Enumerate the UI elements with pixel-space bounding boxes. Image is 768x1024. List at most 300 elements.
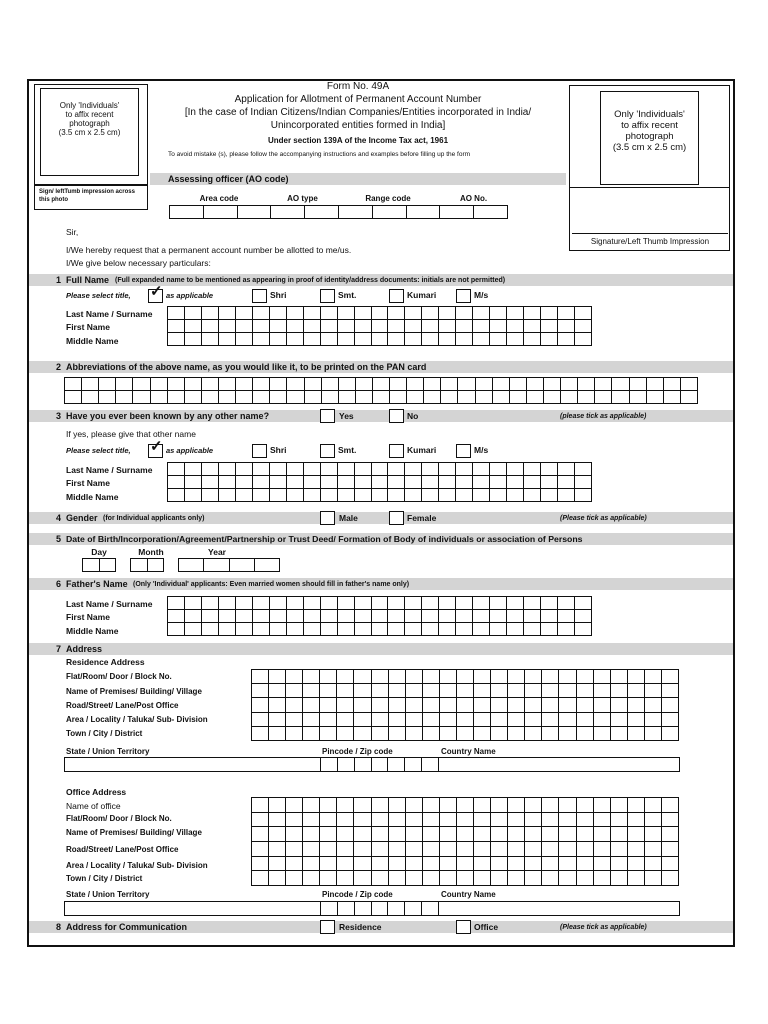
char-box[interactable] [558, 476, 575, 489]
char-box[interactable] [303, 798, 320, 813]
char-box[interactable] [337, 871, 354, 886]
char-box[interactable] [388, 307, 405, 320]
char-box[interactable] [236, 463, 253, 476]
char-box[interactable] [405, 597, 422, 610]
char-box[interactable] [541, 333, 558, 346]
char-box[interactable] [269, 842, 286, 857]
char-box[interactable] [407, 391, 424, 404]
char-box[interactable] [185, 489, 202, 502]
char-box[interactable] [320, 827, 337, 842]
char-box[interactable] [458, 378, 475, 391]
char-box[interactable] [456, 307, 473, 320]
char-box[interactable] [456, 623, 473, 636]
char-box[interactable] [388, 333, 405, 346]
char-box[interactable] [441, 378, 458, 391]
char-box[interactable] [372, 307, 389, 320]
char-box[interactable] [474, 857, 491, 872]
char-box[interactable] [338, 610, 355, 623]
char-box[interactable] [321, 463, 338, 476]
char-box[interactable] [662, 813, 679, 828]
char-box[interactable] [303, 842, 320, 857]
char-box[interactable] [561, 391, 578, 404]
char-box[interactable] [458, 391, 475, 404]
char-box[interactable] [662, 827, 679, 842]
char-box[interactable] [611, 842, 628, 857]
char-box[interactable] [490, 463, 507, 476]
char-box[interactable] [219, 476, 236, 489]
char-box[interactable] [439, 333, 456, 346]
char-box[interactable] [286, 842, 303, 857]
char-box[interactable] [507, 320, 524, 333]
char-box[interactable] [303, 871, 320, 886]
char-box[interactable] [542, 827, 559, 842]
char-box[interactable] [457, 684, 474, 698]
kumari-checkbox[interactable] [389, 289, 404, 303]
char-box[interactable] [269, 713, 286, 727]
char-box[interactable] [321, 902, 338, 916]
char-box[interactable] [185, 463, 202, 476]
char-box[interactable] [423, 798, 440, 813]
char-box[interactable] [151, 378, 168, 391]
female-checkbox[interactable] [389, 511, 404, 525]
char-box[interactable] [131, 559, 148, 572]
char-box[interactable] [577, 684, 594, 698]
char-box[interactable] [645, 698, 662, 712]
char-box[interactable] [388, 610, 405, 623]
char-box[interactable] [406, 813, 423, 828]
char-box[interactable] [168, 610, 185, 623]
char-box[interactable] [457, 670, 474, 684]
char-box[interactable] [355, 610, 372, 623]
char-box[interactable] [525, 871, 542, 886]
char-box[interactable] [664, 378, 681, 391]
char-box[interactable] [337, 842, 354, 857]
char-box[interactable] [354, 684, 371, 698]
char-box[interactable] [491, 857, 508, 872]
char-box[interactable] [389, 827, 406, 842]
char-box[interactable] [253, 597, 270, 610]
char-box[interactable] [354, 871, 371, 886]
char-box[interactable] [219, 378, 236, 391]
char-box[interactable] [439, 597, 456, 610]
char-box[interactable] [541, 489, 558, 502]
char-box[interactable] [321, 610, 338, 623]
char-box[interactable] [185, 378, 202, 391]
shri-checkbox[interactable] [252, 289, 267, 303]
char-box[interactable] [287, 463, 304, 476]
char-box[interactable] [559, 842, 576, 857]
char-box[interactable] [645, 684, 662, 698]
char-box[interactable] [286, 727, 303, 741]
char-box[interactable] [594, 798, 611, 813]
char-box[interactable] [287, 378, 304, 391]
char-box[interactable] [457, 798, 474, 813]
male-checkbox[interactable] [320, 511, 335, 525]
char-box[interactable] [252, 827, 269, 842]
char-box[interactable] [542, 727, 559, 741]
char-box[interactable] [611, 684, 628, 698]
char-box[interactable] [542, 713, 559, 727]
char-box[interactable] [321, 758, 338, 772]
char-box[interactable] [320, 670, 337, 684]
char-box[interactable] [575, 476, 592, 489]
char-box[interactable] [389, 857, 406, 872]
char-box[interactable] [389, 842, 406, 857]
char-box[interactable] [253, 489, 270, 502]
char-box[interactable] [525, 727, 542, 741]
char-box[interactable] [645, 727, 662, 741]
char-box[interactable] [287, 623, 304, 636]
char-box[interactable] [423, 842, 440, 857]
char-box[interactable] [320, 698, 337, 712]
char-box[interactable] [390, 391, 407, 404]
char-box[interactable] [354, 827, 371, 842]
char-box[interactable] [423, 698, 440, 712]
char-box[interactable] [304, 333, 321, 346]
char-box[interactable] [252, 871, 269, 886]
char-box[interactable] [440, 670, 457, 684]
char-box[interactable] [558, 307, 575, 320]
char-box[interactable] [252, 798, 269, 813]
char-box[interactable] [405, 333, 422, 346]
char-box[interactable] [252, 670, 269, 684]
char-box[interactable] [219, 320, 236, 333]
char-box[interactable] [628, 670, 645, 684]
char-box[interactable] [524, 476, 541, 489]
char-box[interactable] [611, 857, 628, 872]
char-box[interactable] [577, 813, 594, 828]
char-box[interactable] [372, 842, 389, 857]
char-box[interactable] [252, 857, 269, 872]
char-box[interactable] [202, 463, 219, 476]
char-box[interactable] [474, 798, 491, 813]
char-box[interactable] [133, 378, 150, 391]
char-box[interactable] [662, 670, 679, 684]
char-box[interactable] [662, 871, 679, 886]
char-box[interactable] [558, 610, 575, 623]
char-box[interactable] [441, 391, 458, 404]
char-box[interactable] [320, 813, 337, 828]
char-box[interactable] [422, 476, 439, 489]
char-box[interactable] [337, 698, 354, 712]
char-box[interactable] [236, 597, 253, 610]
char-box[interactable] [628, 698, 645, 712]
char-box[interactable] [321, 333, 338, 346]
char-box[interactable] [255, 559, 280, 572]
char-box[interactable] [304, 610, 321, 623]
char-box[interactable] [594, 727, 611, 741]
char-box[interactable] [577, 798, 594, 813]
char-box[interactable] [594, 698, 611, 712]
char-box[interactable] [388, 902, 405, 916]
char-box[interactable] [473, 307, 490, 320]
char-box[interactable] [474, 871, 491, 886]
char-box[interactable] [286, 798, 303, 813]
char-box[interactable] [594, 842, 611, 857]
char-box[interactable] [338, 333, 355, 346]
char-box[interactable] [339, 378, 356, 391]
char-box[interactable] [575, 320, 592, 333]
char-box[interactable] [372, 827, 389, 842]
char-box[interactable] [168, 597, 185, 610]
char-box[interactable] [541, 476, 558, 489]
char-box[interactable] [474, 842, 491, 857]
char-box[interactable] [457, 713, 474, 727]
char-box[interactable] [612, 378, 629, 391]
char-box[interactable] [253, 333, 270, 346]
char-box[interactable] [525, 813, 542, 828]
char-box[interactable] [100, 559, 117, 572]
char-box[interactable] [645, 670, 662, 684]
char-box[interactable] [305, 391, 322, 404]
residence-address-grid[interactable] [251, 669, 679, 741]
char-box[interactable] [82, 391, 99, 404]
char-box[interactable] [491, 827, 508, 842]
char-box[interactable] [252, 727, 269, 741]
char-box[interactable] [253, 320, 270, 333]
char-box[interactable] [508, 827, 525, 842]
char-box[interactable] [491, 727, 508, 741]
char-box[interactable] [355, 758, 372, 772]
char-box[interactable] [628, 727, 645, 741]
char-box[interactable] [439, 307, 456, 320]
char-box[interactable] [304, 307, 321, 320]
char-box[interactable] [286, 871, 303, 886]
char-box[interactable] [456, 476, 473, 489]
char-box[interactable] [524, 463, 541, 476]
char-box[interactable] [473, 610, 490, 623]
char-box[interactable] [422, 307, 439, 320]
char-box[interactable] [662, 727, 679, 741]
char-box[interactable] [304, 463, 321, 476]
char-box[interactable] [116, 378, 133, 391]
char-box[interactable] [269, 670, 286, 684]
char-box[interactable] [645, 813, 662, 828]
char-box[interactable] [507, 610, 524, 623]
char-box[interactable] [252, 713, 269, 727]
char-box[interactable] [354, 727, 371, 741]
char-box[interactable] [185, 307, 202, 320]
char-box[interactable] [320, 727, 337, 741]
char-box[interactable] [303, 727, 320, 741]
char-box[interactable] [561, 378, 578, 391]
char-box[interactable] [457, 842, 474, 857]
char-box[interactable] [372, 320, 389, 333]
char-box[interactable] [611, 698, 628, 712]
char-box[interactable] [389, 727, 406, 741]
char-box[interactable] [474, 698, 491, 712]
char-box[interactable] [473, 476, 490, 489]
char-box[interactable] [490, 320, 507, 333]
char-box[interactable] [423, 827, 440, 842]
char-box[interactable] [594, 871, 611, 886]
office-pincode-boxes[interactable] [320, 901, 439, 916]
char-box[interactable] [628, 713, 645, 727]
char-box[interactable] [491, 670, 508, 684]
other-name-yes-checkbox[interactable] [320, 409, 335, 423]
char-box[interactable] [559, 698, 576, 712]
char-box[interactable] [389, 698, 406, 712]
char-box[interactable] [490, 307, 507, 320]
char-box[interactable] [185, 333, 202, 346]
char-box[interactable] [628, 871, 645, 886]
char-box[interactable] [338, 476, 355, 489]
char-box[interactable] [422, 597, 439, 610]
char-box[interactable] [544, 391, 561, 404]
char-box[interactable] [575, 597, 592, 610]
char-box[interactable] [337, 813, 354, 828]
char-box[interactable] [168, 489, 185, 502]
char-box[interactable] [321, 307, 338, 320]
char-box[interactable] [577, 871, 594, 886]
char-box[interactable] [525, 857, 542, 872]
char-box[interactable] [508, 871, 525, 886]
char-box[interactable] [439, 476, 456, 489]
char-box[interactable] [508, 813, 525, 828]
char-box[interactable] [575, 623, 592, 636]
char-box[interactable] [490, 476, 507, 489]
residence-pincode-boxes[interactable] [320, 757, 439, 772]
char-box[interactable] [473, 463, 490, 476]
char-box[interactable] [422, 623, 439, 636]
char-box[interactable] [406, 827, 423, 842]
other-title-checkbox[interactable] [148, 438, 163, 458]
char-box[interactable] [373, 378, 390, 391]
char-box[interactable] [202, 489, 219, 502]
char-box[interactable] [424, 391, 441, 404]
char-box[interactable] [541, 463, 558, 476]
char-box[interactable] [355, 320, 372, 333]
char-box[interactable] [338, 320, 355, 333]
char-box[interactable] [491, 842, 508, 857]
char-box[interactable] [321, 623, 338, 636]
char-box[interactable] [236, 320, 253, 333]
char-box[interactable] [202, 597, 219, 610]
comm-residence-checkbox[interactable] [320, 920, 335, 934]
char-box[interactable] [354, 698, 371, 712]
char-box[interactable] [388, 489, 405, 502]
char-box[interactable] [541, 320, 558, 333]
char-box[interactable] [372, 670, 389, 684]
char-box[interactable] [594, 857, 611, 872]
char-box[interactable] [662, 798, 679, 813]
char-box[interactable] [236, 307, 253, 320]
char-box[interactable] [423, 857, 440, 872]
char-box[interactable] [559, 798, 576, 813]
char-box[interactable] [439, 320, 456, 333]
char-box[interactable] [647, 391, 664, 404]
char-box[interactable] [508, 670, 525, 684]
char-box[interactable] [575, 463, 592, 476]
char-box[interactable] [508, 698, 525, 712]
char-box[interactable] [440, 857, 457, 872]
char-box[interactable] [269, 684, 286, 698]
char-box[interactable] [524, 320, 541, 333]
char-box[interactable] [457, 827, 474, 842]
char-box[interactable] [337, 670, 354, 684]
char-box[interactable] [559, 813, 576, 828]
char-box[interactable] [542, 871, 559, 886]
char-box[interactable] [440, 713, 457, 727]
char-box[interactable] [320, 857, 337, 872]
char-box[interactable] [116, 391, 133, 404]
char-box[interactable] [456, 610, 473, 623]
char-box[interactable] [457, 871, 474, 886]
char-box[interactable] [611, 670, 628, 684]
other-ms-checkbox[interactable] [456, 444, 471, 458]
char-box[interactable] [406, 727, 423, 741]
char-box[interactable] [252, 813, 269, 828]
char-box[interactable] [662, 857, 679, 872]
char-box[interactable] [320, 871, 337, 886]
char-box[interactable] [388, 597, 405, 610]
char-box[interactable] [338, 758, 355, 772]
char-box[interactable] [662, 713, 679, 727]
char-box[interactable] [287, 597, 304, 610]
char-box[interactable] [493, 378, 510, 391]
char-box[interactable] [558, 489, 575, 502]
char-box[interactable] [65, 378, 82, 391]
char-box[interactable] [491, 813, 508, 828]
char-box[interactable] [542, 670, 559, 684]
char-box[interactable] [439, 463, 456, 476]
char-box[interactable] [508, 857, 525, 872]
char-box[interactable] [202, 610, 219, 623]
char-box[interactable] [473, 489, 490, 502]
char-box[interactable] [389, 798, 406, 813]
char-box[interactable] [321, 489, 338, 502]
char-box[interactable] [559, 684, 576, 698]
char-box[interactable] [253, 463, 270, 476]
char-box[interactable] [406, 670, 423, 684]
char-box[interactable] [406, 684, 423, 698]
char-box[interactable] [491, 871, 508, 886]
char-box[interactable] [355, 333, 372, 346]
char-box[interactable] [405, 320, 422, 333]
title-checkbox[interactable] [148, 283, 163, 303]
char-box[interactable] [457, 813, 474, 828]
char-box[interactable] [407, 378, 424, 391]
char-box[interactable] [422, 610, 439, 623]
char-box[interactable] [440, 798, 457, 813]
residence-state-field[interactable] [64, 757, 321, 772]
char-box[interactable] [338, 307, 355, 320]
char-box[interactable] [354, 813, 371, 828]
char-box[interactable] [287, 489, 304, 502]
char-box[interactable] [558, 623, 575, 636]
char-box[interactable] [611, 727, 628, 741]
char-box[interactable] [270, 610, 287, 623]
char-box[interactable] [575, 489, 592, 502]
char-box[interactable] [253, 476, 270, 489]
char-box[interactable] [405, 476, 422, 489]
char-box[interactable] [510, 378, 527, 391]
char-box[interactable] [388, 623, 405, 636]
office-state-field[interactable] [64, 901, 321, 916]
char-box[interactable] [542, 698, 559, 712]
char-box[interactable] [388, 758, 405, 772]
char-box[interactable] [219, 597, 236, 610]
office-address-grid[interactable] [251, 797, 679, 886]
char-box[interactable] [320, 842, 337, 857]
char-box[interactable] [303, 698, 320, 712]
char-box[interactable] [474, 827, 491, 842]
char-box[interactable] [422, 489, 439, 502]
char-box[interactable] [474, 813, 491, 828]
char-box[interactable] [253, 623, 270, 636]
char-box[interactable] [541, 307, 558, 320]
char-box[interactable] [337, 798, 354, 813]
